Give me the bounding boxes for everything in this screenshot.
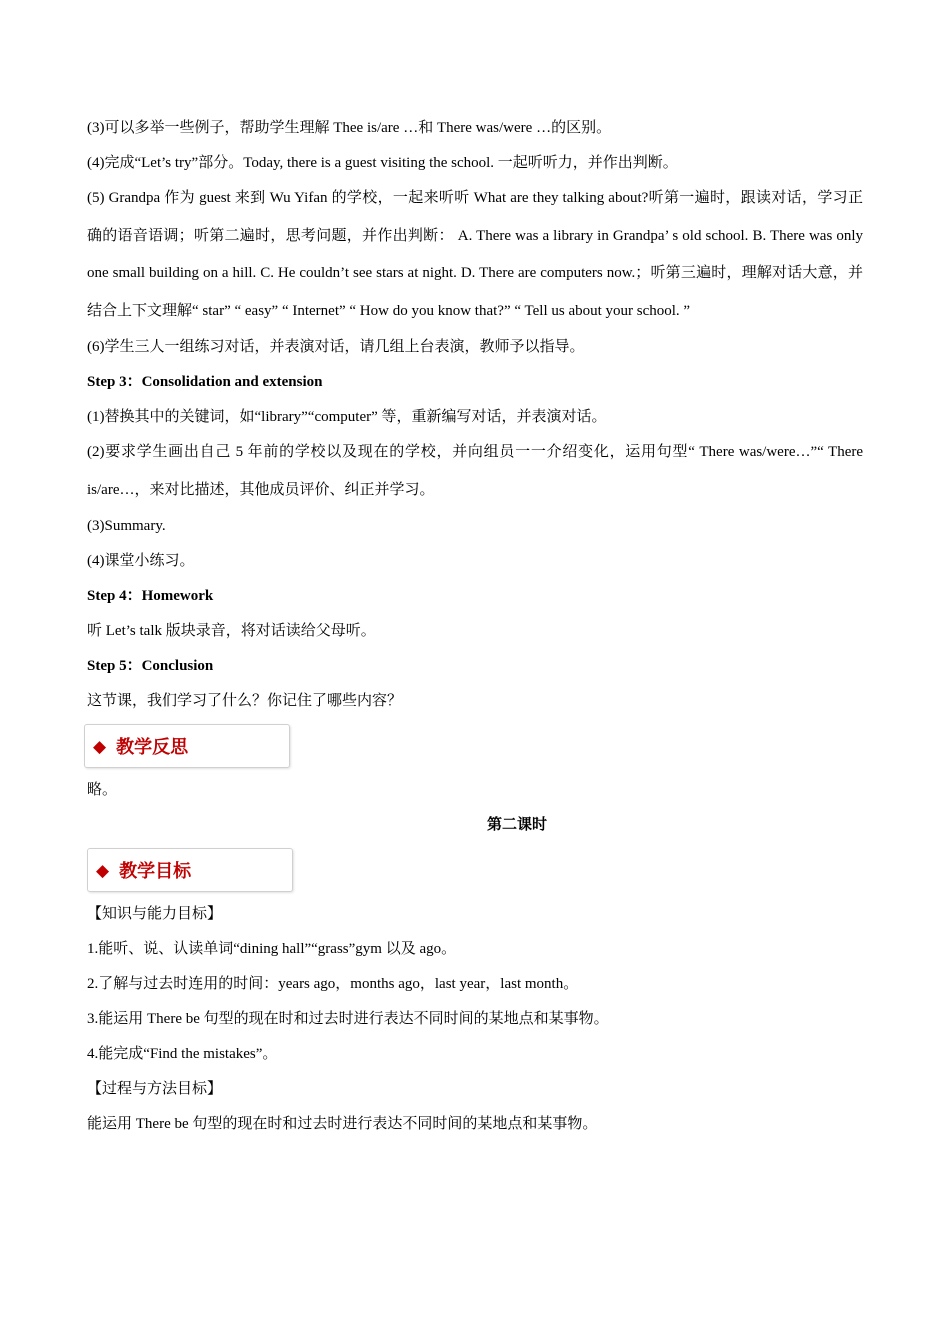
process-line: 能运用 There be 句型的现在时和过去时进行表达不同时间的某地点和某事物。 <box>87 1116 598 1132</box>
document-content <box>87 116 863 1147</box>
lesson-title: 第二课时 <box>486 817 547 833</box>
diamond-icon: ◆ <box>96 860 110 880</box>
text-line: (6)学生三人一组练习对话，并表演对话，请几组上台表演，教师予以指导。 <box>87 339 585 355</box>
goals-title: 教学目标 <box>119 861 192 882</box>
goals-heading-box <box>87 848 293 892</box>
step5-heading: Step 5：Conclusion <box>87 658 214 674</box>
text-line: (1)替换其中的关键词，如“library”“computer” 等，重新编写对话，并表演对话。 <box>87 409 607 425</box>
step4-heading: Step 4：Homework <box>87 588 214 604</box>
step3-heading: Step 3：Consolidation and extension <box>87 374 323 390</box>
knowledge-heading: 【知识与能力目标】 <box>87 906 223 922</box>
process-heading: 【过程与方法目标】 <box>87 1081 223 1097</box>
text-line: (3)Summary. <box>87 518 166 534</box>
text-line: (3)可以多举一些例子，帮助学生理解 Thee is/are …和 There was/were …的区别。 <box>87 120 612 136</box>
reflection-heading-box <box>84 724 290 768</box>
goal-item: 1.能听、说、认读单词“dining hall”“grass”gym 以及 ago。 <box>87 941 457 957</box>
text-paragraph: (2)要求学生画出自己 5 年前的学校以及现在的学校，并向组员一一介绍变化，运用句型“ There was/were…”“ There is/are…，来对比描述，其他成员评价、纠正并学习。 <box>87 444 863 498</box>
text-line: (4)课堂小练习。 <box>87 553 195 569</box>
goal-item: 3.能运用 There be 句型的现在时和过去时进行表达不同时间的某地点和某事物。 <box>87 1011 609 1027</box>
reflection-title: 教学反思 <box>116 737 189 758</box>
text-line: 这节课，我们学习了什么？你记住了哪些内容？ <box>87 693 403 709</box>
goal-item: 2.了解与过去时连用的时间：years ago，months ago，last year，last month。 <box>87 976 579 992</box>
goal-item: 4.能完成“Find the mistakes”。 <box>87 1046 278 1062</box>
reflection-text: 略。 <box>87 782 118 798</box>
diamond-icon: ◆ <box>93 736 107 756</box>
text-line: 听 Let’s talk 版块录音，将对话读给父母听。 <box>87 623 376 639</box>
text-line: (4)完成“Let’s try”部分。Today, there is a guest visiting the school. 一起听听力，并作出判断。 <box>87 155 678 171</box>
text-paragraph: (5) Grandpa 作为 guest 来到 Wu Yifan 的学校，一起来听听 What are they talking about?听第一遍时，跟读对话，学习正确的语音语调；听第二遍时，思考问题，并作出判断： A. There was a library in Grandpa’ s old school. B. There was only one small building on a hill. C. He couldn’t see stars at night. D. There are computers now.；听第三遍时，理解对话大意，并结合上下文理解“ star” “ easy” “ Internet” “ How do you know that?” “ Tell us about your school. ” <box>87 190 863 319</box>
